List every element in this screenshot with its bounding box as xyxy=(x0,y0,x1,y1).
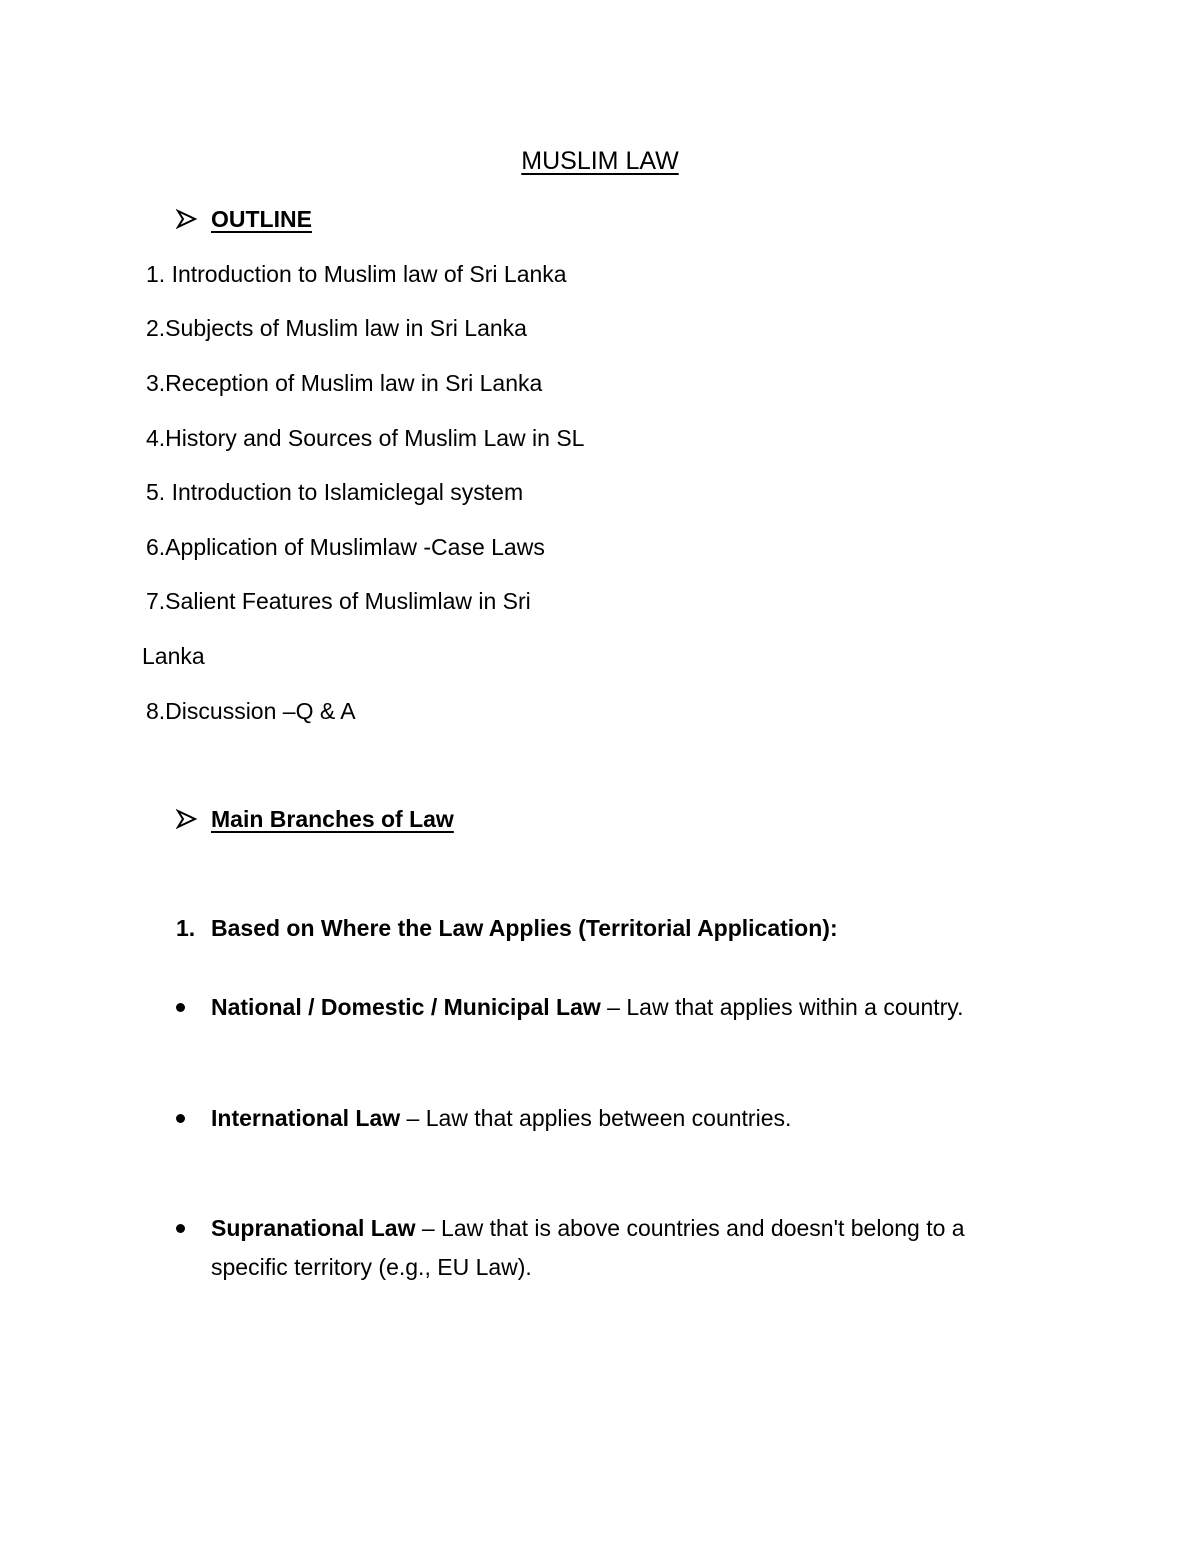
outline-item: 8.Discussion –Q & A xyxy=(146,698,356,724)
outline-heading: OUTLINE xyxy=(211,206,312,232)
subsection-number: 1. xyxy=(176,915,196,941)
list-item-term: International Law xyxy=(211,1105,401,1131)
list-item xyxy=(211,1103,791,1133)
filled-circle-bullet-icon xyxy=(176,1224,185,1233)
list-item-term: National / Domestic / Municipal Law xyxy=(211,994,601,1020)
branches-heading: Main Branches of Law xyxy=(211,806,454,832)
outline-item-continuation: Lanka xyxy=(142,643,205,669)
list-item-term: Supranational Law xyxy=(211,1215,416,1241)
list-item xyxy=(211,1213,965,1243)
outline-item: 2.Subjects of Muslim law in Sri Lanka xyxy=(146,315,527,341)
subsection-title: Based on Where the Law Applies (Territorial Application): xyxy=(211,915,838,941)
list-item-continuation: specific territory (e.g., EU Law). xyxy=(211,1254,532,1280)
filled-circle-bullet-icon xyxy=(176,1003,185,1012)
outline-item: 5. Introduction to Islamiclegal system xyxy=(146,479,524,505)
list-item-description: – Law that applies between countries. xyxy=(400,1105,792,1131)
filled-circle-bullet-icon xyxy=(176,1114,185,1123)
outline-item: 1. Introduction to Muslim law of Sri Lanka xyxy=(146,261,567,287)
list-item-description: – Law that applies within a country. xyxy=(600,994,964,1020)
list-item xyxy=(211,992,963,1022)
outline-item: 4.History and Sources of Muslim Law in SL xyxy=(146,425,585,451)
arrow-bullet-icon xyxy=(176,208,198,230)
list-item-description: – Law that is above countries and doesn't belong to a xyxy=(415,1215,965,1241)
arrow-bullet-icon xyxy=(176,808,198,830)
outline-item: 3.Reception of Muslim law in Sri Lanka xyxy=(146,370,543,396)
page-title: MUSLIM LAW xyxy=(521,147,679,175)
outline-item: 7.Salient Features of Muslimlaw in Sri xyxy=(146,588,531,614)
outline-item: 6.Application of Muslimlaw -Case Laws xyxy=(146,534,545,560)
